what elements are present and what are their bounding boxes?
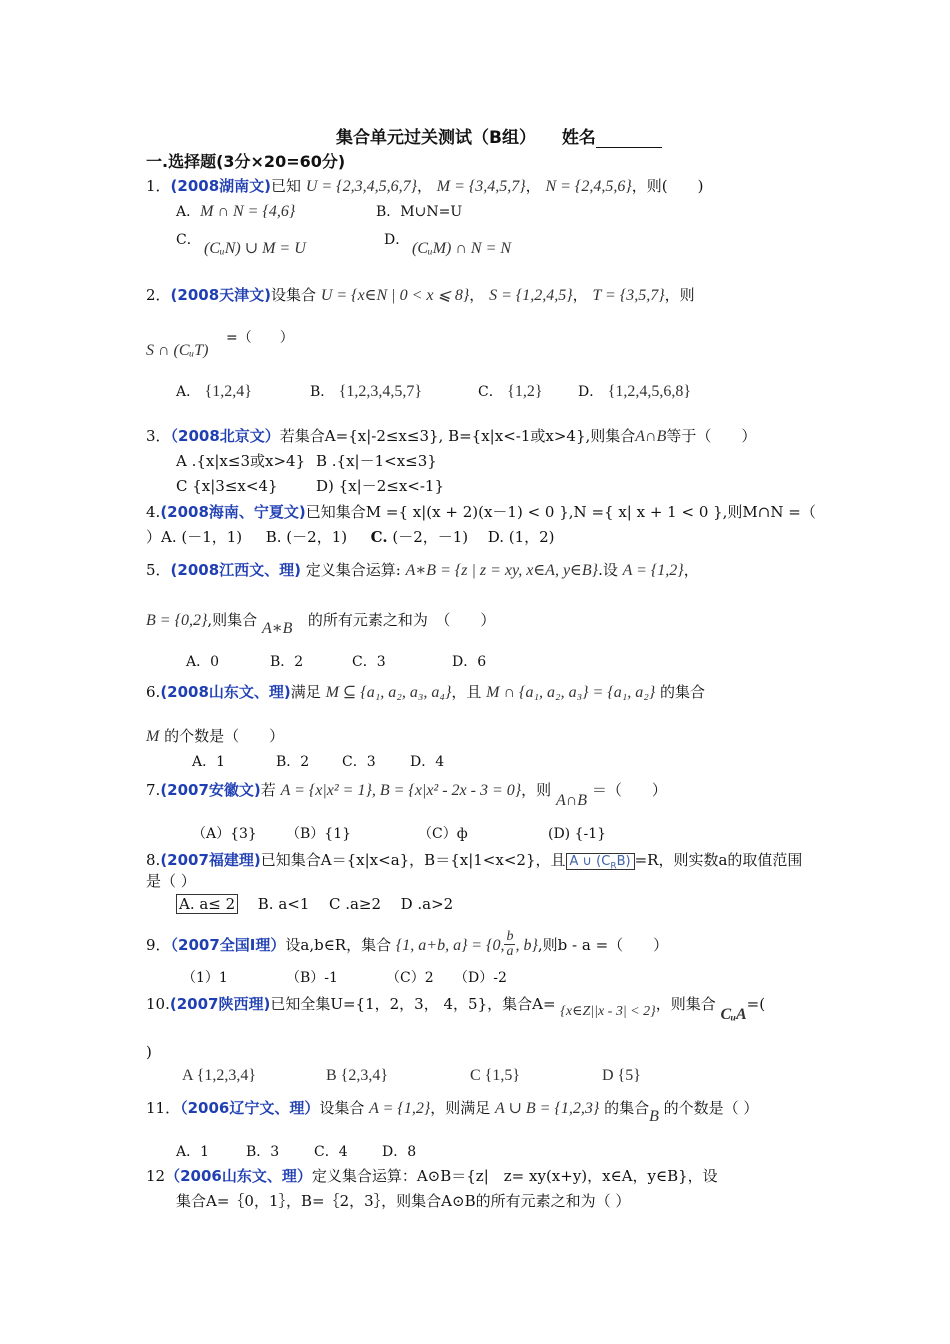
- q9-rhs-post: , b}: [515, 937, 538, 954]
- q5-line2: [146, 610, 496, 637]
- q4-source: (2008海南、宁夏文): [160, 503, 306, 521]
- q6-tail: 的集合: [660, 683, 706, 701]
- q8-box-tail: B): [616, 854, 631, 869]
- q8-option-b: B. a<1: [257, 895, 310, 913]
- q9-fraction: [504, 930, 515, 959]
- q6-option-a: A．1: [192, 754, 226, 770]
- q1-option-c: [204, 238, 306, 259]
- q11-expr2: A ∪ B = {1,2,3}: [495, 1100, 600, 1117]
- q2-number: 2．: [146, 286, 171, 304]
- q3-expr: A∩B: [635, 428, 667, 445]
- title-text: 集合单元过关测试（B组）: [336, 128, 536, 148]
- q5-operation: A∗B = {z | z = xy, x∈A, y∈B}: [405, 562, 599, 579]
- q6-stem: 满足: [290, 683, 321, 701]
- q2-source: (2008天津文): [170, 286, 272, 304]
- question-9: [146, 930, 668, 959]
- q11-option-b: B．3: [246, 1144, 280, 1160]
- q1-option-b: [376, 202, 462, 222]
- q6-option-d: D．4: [410, 754, 445, 770]
- q10-c-text: C {1,5}: [470, 1067, 521, 1084]
- q3-tail: 等于（ ）: [666, 427, 757, 445]
- q1-set-m: M = {3,4,5,7}: [436, 178, 526, 195]
- q5-tail1: ,则集合: [207, 611, 258, 629]
- q9-tail: ,则b - a =（ ）: [537, 936, 669, 954]
- q6-option-c: C．3: [342, 754, 376, 770]
- q6-expr2: M ∩ {a₁, a₂, a₃} = {a₁, a₂}: [486, 684, 656, 701]
- question-2: 2．(2008天津文)设集合 U = {x∈N | 0 < x ⩽ 8}， S = {1,2,4,5}， T = {3,5,7}，则: [146, 286, 695, 304]
- q10-close: ): [146, 1043, 152, 1061]
- q3-option-b: B .{x|－1<x≤3}: [316, 452, 437, 470]
- question-6: [146, 682, 705, 703]
- q4-option-c-label: C.: [370, 528, 388, 546]
- q9-frac-num: b: [506, 929, 514, 944]
- q5-set-a: A = {1,2}: [622, 562, 684, 579]
- q7-expr: A = {x|x² = 1}, B = {x|x² - 2x - 3 = 0}: [280, 782, 522, 799]
- q11-expr: A = {1,2}: [369, 1100, 431, 1117]
- q7-tail: ＝（ ）: [591, 781, 667, 799]
- section-heading: 一.选择题(3分×20=60分): [146, 152, 346, 171]
- q2-c-label: C．: [478, 384, 503, 400]
- q8-option-a: A. a≤ 2: [176, 894, 238, 914]
- q5-option-c: C．3: [352, 654, 386, 670]
- q7-source: (2007安徽文): [160, 781, 261, 799]
- q3-number: 3．: [146, 427, 171, 445]
- q7-number: 7.: [146, 781, 161, 799]
- q1-option-a: [176, 202, 295, 222]
- q3-stem: 若集合A={x|-2≤x≤3}, B={x|x<-1或x>4},则集合: [279, 427, 636, 445]
- question-8: [146, 850, 802, 877]
- q8-box-sub: R: [610, 861, 617, 872]
- q5-mid: .设: [598, 561, 618, 579]
- q2-b-label: B．: [310, 384, 335, 400]
- q1-number: 1．: [146, 177, 171, 195]
- q4-option-a: ）A. (－1，1): [146, 528, 243, 546]
- q6-mid: ，且: [451, 683, 482, 701]
- q7-option-d: (D) {-1}: [548, 826, 607, 842]
- q12-stem: 定义集合运算：A⊙B＝{z| z= xy(x+y)，x∈A，y∈B}，设: [311, 1167, 718, 1185]
- q10-stem: 已知全集U={1，2，3， 4，5}，集合A=: [270, 995, 556, 1013]
- q10-option-a: [182, 1066, 256, 1086]
- q9-equals: =: [472, 937, 482, 954]
- q10-number: 10.: [146, 995, 170, 1013]
- q9-source: （2007全国Ⅰ理）: [170, 936, 286, 954]
- q8-source: (2007福建理): [160, 851, 261, 869]
- q10-expr: {x∈Z||x - 3| < 2}: [560, 1004, 656, 1019]
- q8-option-c: C .a≥2: [328, 895, 382, 913]
- q2-option-b: [310, 382, 422, 402]
- q10-source: (2007陕西理): [169, 995, 271, 1013]
- q8-tail: =R，则实数a的取值范围: [634, 851, 803, 869]
- q9-rhs: [486, 929, 538, 959]
- q10-tail: =(: [746, 995, 766, 1013]
- q3-option-d: D) {x|－2≤x<-1}: [316, 477, 444, 495]
- q11-option-d: D．8: [382, 1144, 417, 1160]
- q4-options: [146, 527, 555, 547]
- q1-a-label: A．: [176, 204, 201, 220]
- q5-option-b: B．2: [270, 654, 304, 670]
- q11-mid2: 的集合: [604, 1099, 650, 1117]
- q2-a-expr: {1,2,4}: [204, 383, 252, 400]
- question-12: [146, 1166, 718, 1186]
- q5-option-d: D．6: [452, 654, 487, 670]
- q9-option-c: （C）2: [386, 970, 434, 986]
- q2-set-u: U = {x∈N | 0 < x ⩽ 8}: [320, 287, 470, 304]
- q1-tail: ，则( ): [631, 177, 704, 195]
- q4-option-d: D. (1，2): [487, 528, 555, 546]
- q9-lhs: {1, a+b, a}: [395, 937, 468, 954]
- q8-number: 8.: [146, 851, 161, 869]
- q11-option-a: A．1: [176, 1144, 210, 1160]
- question-10: [146, 994, 766, 1023]
- q6-option-b: B．2: [276, 754, 310, 770]
- q11-stem: 设集合: [319, 1099, 365, 1117]
- question-3: [146, 426, 756, 447]
- q10-mid: ，则集合: [655, 995, 716, 1013]
- page-title: [336, 128, 662, 148]
- q10-b-text: B {2,3,4}: [326, 1067, 389, 1084]
- q9-rhs-pre: {0,: [486, 937, 505, 954]
- q2-expression: [146, 340, 208, 361]
- q9-stem: 设a,b∈R，集合: [285, 936, 392, 954]
- q8-option-d: D .a>2: [400, 895, 454, 913]
- q9-option-a: （1）1: [182, 970, 228, 986]
- q1-stem: 已知: [271, 177, 302, 195]
- q2-c-expr: {1,2}: [507, 383, 543, 400]
- q9-option-d: （D）-2: [454, 970, 507, 986]
- q12-source: （2006山东文、理）: [165, 1167, 312, 1185]
- q2-set-s: S = {1,2,4,5}: [489, 287, 573, 304]
- q3-option-c: C {x|3≤x<4}: [176, 477, 278, 495]
- q6-expr1: M ⊆ {a₁, a₂, a₃, a₄}: [325, 684, 452, 701]
- q1-b-label: B．: [376, 204, 401, 220]
- name-label: 姓名: [561, 128, 596, 148]
- q8-options: [176, 894, 453, 914]
- q2-expr: S ∩ (CᵤT): [146, 342, 209, 359]
- q10-d-text: D {5}: [602, 1067, 641, 1084]
- q6-set-m: M: [146, 728, 160, 745]
- q5-expr: A∗B: [261, 620, 293, 637]
- q1-set-u: U = {2,3,4,5,6,7}: [305, 178, 417, 195]
- q3-source: （2008北京文）: [170, 427, 280, 445]
- q2-b-expr: {1,2,3,4,5,7}: [338, 383, 423, 400]
- q5-stem: 定义集合运算:: [305, 561, 401, 579]
- q2-d-label: D．: [578, 384, 604, 400]
- q10-a-text: A {1,2,3,4}: [182, 1067, 257, 1084]
- q2-option-c: [478, 382, 543, 402]
- q3-option-a: A .{x|x≤3或x>4}: [176, 452, 306, 470]
- q2-set-t: T = {3,5,7}: [592, 287, 665, 304]
- q2-option-d: [578, 382, 691, 402]
- q12-line2: 集合A=｛0，1｝，B=｛2，3｝，则集合A⊙B的所有元素之和为（ ）: [176, 1192, 631, 1210]
- q2-d-expr: {1,2,4,5,6,8}: [607, 383, 692, 400]
- q1-a-expr: M ∩ N = {4,6}: [200, 203, 296, 220]
- q1-b-expr: M∪N=U: [400, 204, 463, 220]
- q1-option-c-label: C．: [176, 232, 201, 248]
- q8-line2: 是（ ）: [146, 872, 196, 890]
- q1-option-d-label: D．: [384, 232, 410, 248]
- q5-option-a: A．0: [186, 654, 220, 670]
- question-4: 4.(2008海南、宁夏文)已知集合M ={ x|(x + 2)(x－1) < 0 },N ={ x| x + 1 < 0 },则M∩N =（: [146, 503, 816, 521]
- q8-boxed-expr: [566, 853, 635, 870]
- q4-option-b: B. (－2，1): [265, 528, 348, 546]
- q2-option-a: [176, 382, 252, 402]
- q6-line2-tail: 的个数是（ ）: [164, 727, 285, 745]
- q7-option-c: （C）ф: [418, 826, 468, 842]
- question-11: [146, 1098, 759, 1125]
- q1-source: (2008湖南文): [170, 177, 272, 195]
- q10-option-b: [326, 1066, 388, 1086]
- q1-option-d: [412, 238, 511, 259]
- q8-stem: 已知集合A＝{x|x<a}，B＝{x|1<x<2}，且: [260, 851, 566, 869]
- name-blank: [596, 131, 662, 148]
- q1-d-expr: (CᵤM) ∩ N = N: [412, 240, 512, 257]
- q6-line2: [146, 726, 284, 747]
- q11-set-b: B: [649, 1108, 659, 1125]
- q7-stem: 若: [260, 781, 276, 799]
- q9-frac-den: a: [506, 944, 514, 959]
- q11-number: 11．: [146, 1099, 181, 1117]
- q5-set-b: B = {0,2}: [146, 612, 208, 629]
- q8-box-text: A ∪ (C: [569, 854, 611, 869]
- q10-option-d: [602, 1066, 641, 1086]
- q9-option-b: （B）-1: [286, 970, 338, 986]
- q6-number: 6.: [146, 683, 161, 701]
- q2-expression-tail: =（ ）: [226, 330, 294, 346]
- q4-option-c: (－2，－1): [392, 528, 469, 546]
- q5-number: 5．: [146, 561, 171, 579]
- q11-option-c: C．4: [314, 1144, 348, 1160]
- q2-stem: 设集合: [271, 286, 317, 304]
- q12-number: 12: [146, 1167, 166, 1185]
- question-7: [146, 780, 667, 809]
- question-1: 1．(2008湖南文)已知 U = {2,3,4,5,6,7}， M = {3,4,5,7}， N = {2,4,5,6}，则( ): [146, 177, 704, 195]
- q7-option-b: （B）{1}: [286, 826, 352, 842]
- q2-a-label: A．: [176, 384, 201, 400]
- q5-source: (2008江西文、理): [170, 561, 302, 579]
- q11-source: （2006辽宁文、理）: [180, 1099, 320, 1117]
- q10-option-c: [470, 1066, 520, 1086]
- q6-source: (2008山东文、理): [160, 683, 291, 701]
- q2-tail: ，则: [664, 286, 695, 304]
- q7-option-a: （A）{3}: [192, 826, 257, 842]
- q1-c-expr: (CᵤN) ∪ M = U: [204, 240, 306, 257]
- q7-mid: ，则: [521, 781, 552, 799]
- question-5: 5．(2008江西文、理) 定义集合运算: A∗B = {z | z = xy, x∈A, y∈B}.设 A = {1,2}，: [146, 561, 699, 579]
- q1-set-n: N = {2,4,5,6}: [545, 178, 632, 195]
- q11-mid: ，则满足: [430, 1099, 491, 1117]
- q5-tail2: 的所有元素之和为 （ ）: [307, 611, 496, 629]
- q7-expr2: A∩B: [555, 792, 588, 809]
- q11-tail: 的个数是（ ）: [663, 1099, 759, 1117]
- q10-expr2: CᵤA: [720, 1006, 747, 1023]
- q9-number: 9．: [146, 936, 171, 954]
